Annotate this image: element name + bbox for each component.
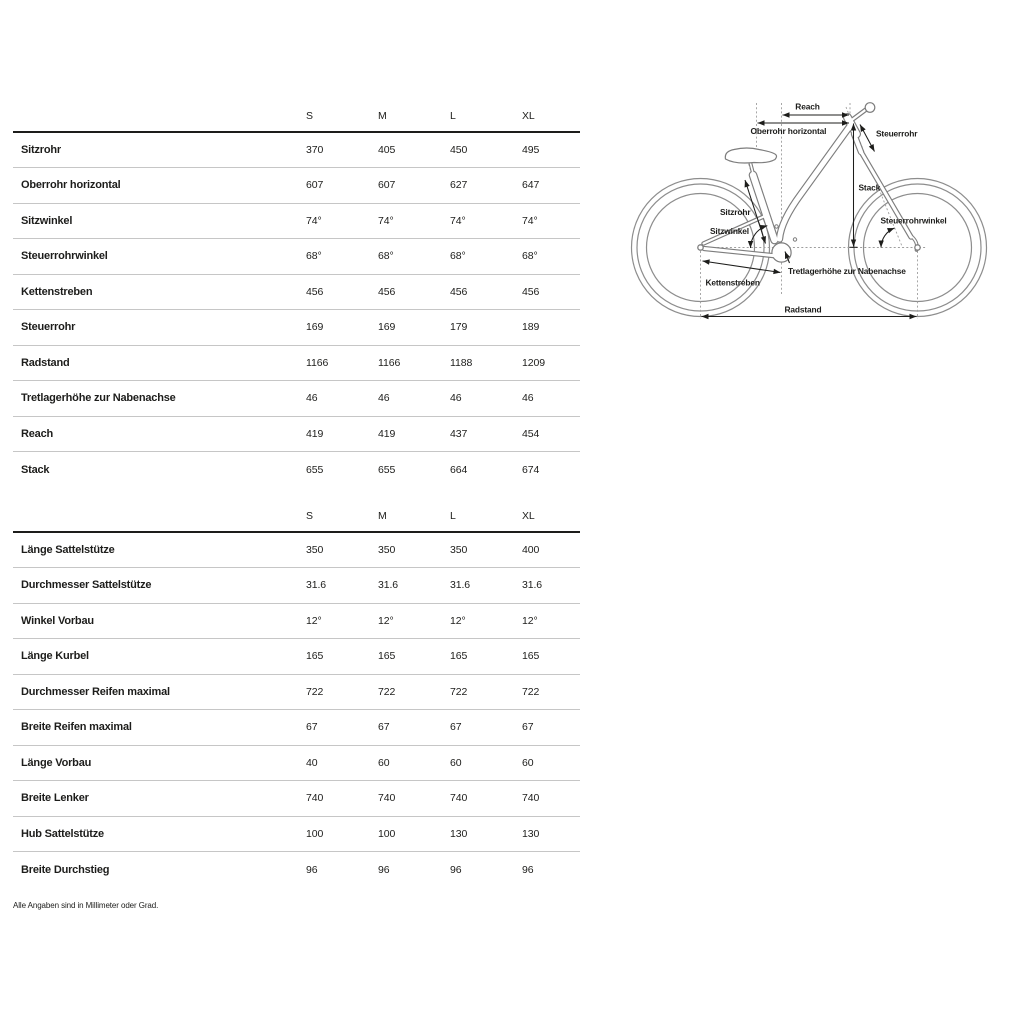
row-value: 31.6 [522, 568, 580, 604]
row-value: 74° [450, 203, 522, 239]
table-row [13, 132, 580, 168]
row-value: 40 [306, 745, 378, 781]
row-value: 419 [306, 416, 378, 452]
row-label: Reach [13, 416, 306, 452]
row-value: 130 [450, 816, 522, 852]
size-column-header: XL [522, 100, 580, 132]
row-value: 68° [306, 239, 378, 275]
diagram-label-steuerrohrwinkel: Steuerrohrwinkel [880, 215, 947, 226]
row-value: 31.6 [378, 568, 450, 604]
frame-bolt [793, 238, 796, 241]
row-value: 456 [306, 274, 378, 310]
size-column-header: S [306, 100, 378, 132]
row-label: Stack [21, 463, 50, 476]
row-value: 740 [522, 781, 580, 817]
row-value: 68° [522, 239, 580, 275]
table-row [13, 816, 580, 852]
row-label: Breite Lenker [13, 781, 306, 817]
row-value: 456 [378, 274, 450, 310]
row-value: 68° [450, 239, 522, 275]
row-value: 31.6 [450, 568, 522, 604]
row-value: 67 [306, 710, 378, 746]
table-row [13, 852, 580, 888]
table-row [13, 674, 580, 710]
size-header-spacer [13, 500, 306, 532]
table-row [13, 639, 580, 675]
row-label: Winkel Vorbau [13, 603, 306, 639]
row-value: 165 [522, 639, 580, 675]
size-column-header: XL [522, 500, 580, 532]
row-value: 96 [378, 863, 390, 876]
table-row [13, 568, 580, 604]
row-label: Steuerrohrwinkel [13, 239, 306, 275]
size-column-header: S [306, 500, 378, 532]
table-row [13, 274, 580, 310]
row-value: 60 [522, 745, 580, 781]
units-footnote: Alle Angaben sind in Millimeter oder Grad. [13, 901, 159, 910]
kettenstreben-arrow [703, 261, 781, 273]
diagram-label-tretlagerhoehe: Tretlagerhöhe zur Nabenachse [788, 266, 906, 276]
row-value: 1209 [522, 345, 580, 381]
row-value: 419 [378, 416, 450, 452]
diagram-label-radstand: Radstand [784, 304, 822, 315]
diagram-label-reach: Reach [795, 101, 820, 112]
table-row [13, 710, 580, 746]
row-value: 607 [378, 168, 450, 204]
row-value: 96 [450, 863, 462, 876]
row-value: 350 [306, 532, 378, 568]
table-row [13, 452, 580, 488]
row-value: 12° [306, 603, 378, 639]
row-value: 130 [522, 816, 580, 852]
row-value: 46 [450, 381, 522, 417]
row-label: Radstand [13, 345, 306, 381]
row-value: 350 [378, 532, 450, 568]
row-value: 67 [522, 710, 580, 746]
row-value: 722 [306, 674, 378, 710]
row-value: 405 [378, 132, 450, 168]
row-label: Kettenstreben [13, 274, 306, 310]
row-value: 46 [378, 381, 450, 417]
row-value: 74° [306, 203, 378, 239]
size-column-header: M [378, 100, 450, 132]
components-table [13, 500, 580, 887]
diagram-label-kettenstreben: Kettenstreben [705, 277, 760, 288]
row-label: Oberrohr horizontal [13, 168, 306, 204]
row-value: 627 [450, 168, 522, 204]
row-value: 68° [378, 239, 450, 275]
row-value: 740 [306, 781, 378, 817]
row-value: 165 [450, 639, 522, 675]
row-value: 674 [522, 463, 540, 476]
row-value: 96 [522, 863, 534, 876]
row-value: 655 [306, 463, 324, 476]
row-value: 169 [378, 310, 450, 346]
saddle [725, 148, 776, 163]
table-row [13, 310, 580, 346]
row-value: 100 [306, 816, 378, 852]
row-value: 189 [522, 310, 580, 346]
row-value: 437 [450, 416, 522, 452]
diagram-label-sitzrohr: Sitzrohr [720, 207, 751, 217]
row-value: 456 [522, 274, 580, 310]
row-label: Länge Vorbau [13, 745, 306, 781]
frame-bolt [775, 225, 778, 228]
row-value: 179 [450, 310, 522, 346]
row-value: 722 [522, 674, 580, 710]
row-value: 740 [450, 781, 522, 817]
front-hub [915, 245, 920, 250]
row-value: 647 [522, 168, 580, 204]
row-value: 67 [378, 710, 450, 746]
size-header-row [13, 100, 580, 132]
table-row [13, 239, 580, 275]
steuerrohrwinkel-arc [881, 228, 895, 248]
row-label: Tretlagerhöhe zur Nabenachse [13, 381, 306, 417]
row-label: Länge Sattelstütze [13, 532, 306, 568]
row-value: 456 [450, 274, 522, 310]
row-value: 165 [378, 639, 450, 675]
table-row [13, 168, 580, 204]
row-value: 740 [378, 781, 450, 817]
row-value: 370 [306, 132, 378, 168]
row-value: 12° [450, 603, 522, 639]
table-row [13, 416, 580, 452]
row-value: 165 [306, 639, 378, 675]
table-row [13, 603, 580, 639]
row-value: 454 [522, 416, 580, 452]
row-label: Hub Sattelstütze [13, 816, 306, 852]
table-row [13, 345, 580, 381]
row-label: Steuerrohr [13, 310, 306, 346]
row-value: 450 [450, 132, 522, 168]
diagram-label-oberrohr: Oberrohr horizontal [750, 125, 827, 136]
row-value: 722 [378, 674, 450, 710]
size-column-header: M [378, 500, 450, 532]
table-row [13, 203, 580, 239]
row-value: 67 [450, 710, 522, 746]
row-value: 12° [522, 603, 580, 639]
row-label: Breite Reifen maximal [13, 710, 306, 746]
size-column-header: L [450, 500, 522, 532]
size-header-row [13, 500, 580, 532]
row-label: Sitzrohr [13, 132, 306, 168]
row-value: 96 [306, 863, 318, 876]
row-value: 46 [306, 381, 378, 417]
row-value: 74° [522, 203, 580, 239]
row-value: 495 [522, 132, 580, 168]
row-label: Durchmesser Reifen maximal [13, 674, 306, 710]
spec-tables [13, 100, 580, 887]
row-value: 60 [450, 745, 522, 781]
row-value: 1166 [306, 345, 378, 381]
diagram-label-stack: Stack [858, 182, 881, 193]
row-value: 664 [450, 463, 468, 476]
handlebar-grip [865, 103, 875, 113]
row-value: 1166 [378, 345, 450, 381]
size-header-spacer [13, 100, 306, 132]
row-value: 60 [378, 745, 450, 781]
table-row [13, 745, 580, 781]
sitzwinkel-arc [751, 226, 768, 248]
diagram-label-steuerrohr: Steuerrohr [876, 128, 918, 139]
row-value: 350 [450, 532, 522, 568]
diagram-label-sitzwinkel: Sitzwinkel [710, 226, 749, 236]
row-value: 722 [450, 674, 522, 710]
geometry-table [13, 100, 580, 487]
row-value: 100 [378, 816, 450, 852]
row-value: 46 [522, 381, 580, 417]
row-value: 31.6 [306, 568, 378, 604]
row-value: 400 [522, 532, 580, 568]
row-value: 12° [378, 603, 450, 639]
row-value: 607 [306, 168, 378, 204]
row-value: 655 [378, 463, 396, 476]
row-value: 1188 [450, 345, 522, 381]
row-value: 74° [378, 203, 450, 239]
row-label: Länge Kurbel [13, 639, 306, 675]
table-row [13, 781, 580, 817]
row-label: Breite Durchstieg [21, 863, 110, 876]
table-row [13, 532, 580, 568]
rear-hub [698, 245, 703, 250]
bike-geometry-diagram [620, 90, 1020, 330]
row-label: Durchmesser Sattelstütze [13, 568, 306, 604]
table-row [13, 381, 580, 417]
size-column-header: L [450, 100, 522, 132]
row-label: Sitzwinkel [13, 203, 306, 239]
row-value: 169 [306, 310, 378, 346]
